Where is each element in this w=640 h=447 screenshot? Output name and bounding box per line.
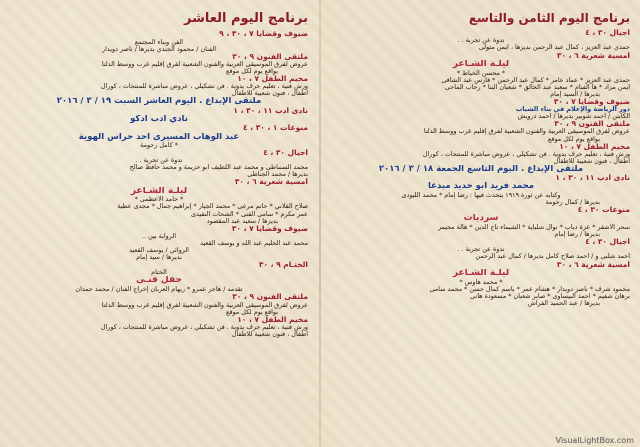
right-page-program xyxy=(332,29,630,307)
program-text: أحمد شلبى و / أحمد صلاح كامل بديرها / كمال عبد الرحمن xyxy=(475,253,630,261)
program-text: بواقع يوم لكل موقع xyxy=(226,308,278,316)
program-text: بواقع يوم لكل موقع xyxy=(548,135,600,143)
program-text: بديرها / عبد الحميد الفراش xyxy=(527,299,600,307)
section-heading: أمسية شعرية ٦ ، ٣٠ xyxy=(556,51,630,60)
left-page xyxy=(10,8,308,438)
program-text: أيمن مراد * ها الفنام * سعيد عبد الخالق * شعبان البنا * رحاب الماحى xyxy=(444,83,630,91)
section-heading: أجيال ٣٠ ، ٤ xyxy=(585,29,630,38)
highlight-heading: ملتقى الإبداع . اليوم العاشر السبت ١٩ / ٣ / ٢٠١٦ xyxy=(56,97,262,107)
program-text: عروض لفرق الموسيقى العربية والفنون الشعبية لفرق إقليم غرب ووسط الدلتا xyxy=(101,60,308,68)
program-text: بديرها / محمد الجناطى xyxy=(247,171,308,179)
program-text: بديرها / رضا إمام xyxy=(554,231,600,239)
section-heading: الختـام ٩ ، ٣٠ xyxy=(258,261,308,270)
event-title: ليلـة الشـاعر xyxy=(130,186,188,196)
program-text: * حامد الأعظمى * xyxy=(134,196,184,204)
program-text: تقدمه / هاجر عمرو * ريهام العربان إخراج الفنان / محمد حمدان xyxy=(75,286,243,294)
watermark-footer[interactable]: VisualLightBox.com xyxy=(555,436,634,445)
program-text: الفنان / محمود الجندي بديرها / ناصر دويدار xyxy=(102,45,216,53)
program-text: الختام xyxy=(151,269,167,277)
program-text: محمد عبد الحليم عبد الله و يوسف القعيد xyxy=(200,239,308,247)
program-text: ندوة عن تجربة . . xyxy=(135,157,183,165)
program-text: ورش فنية ، تعليم حرف يدوية . فن تشكيلي ، عروض مباشرة للمنتجات ، كورال xyxy=(422,150,630,158)
section-heading: مخيم الطفل ٧ ، ١٠ xyxy=(559,142,630,151)
highlight-heading: نادي أدب ادكو xyxy=(130,114,188,124)
program-text: دور الرياضة والإعلام في بناء الشباب xyxy=(515,106,630,114)
program-text: صلاح القلاني * حاتم مرعى * محمد الجيار * إبراهيم جمال * مجدى عطية xyxy=(117,203,308,211)
program-text: الرواية بين .. xyxy=(141,232,176,240)
program-text: الفن وبناء المجتمع xyxy=(134,38,184,46)
section-heading: أجيال ٣٠ ، ٤ xyxy=(585,238,630,247)
program-text: عمر مكرم * سامى القنى * الشحات النقيدى xyxy=(190,210,308,218)
section-heading: ضيوف وقضايا ٧ ، ٣٠ xyxy=(231,224,308,233)
program-text: ورش فنية ، تعليم حرف يدوية . فن تشكيلي ، عروض مباشرة للمنتجات ، كورال xyxy=(100,323,308,331)
program-text: * محمد هاوس * xyxy=(459,278,503,286)
highlight-heading: عبد الوهاب المسيرى أحد حراس الهوية xyxy=(78,132,240,142)
program-text: وكتابه عن ثورة ١٩١٩ يتحدث فيها : رضا إمام * محمد الليودى xyxy=(401,191,561,199)
section-heading: منوعات ١ ، ٣٠ ، ٤ xyxy=(243,124,308,133)
program-text: بديرها / كمال رحومة xyxy=(545,198,600,206)
program-text: أطفال ، فنون شعبية للأطفال xyxy=(553,157,630,165)
left-page-title: برنامج اليوم العاشر xyxy=(184,12,308,26)
program-text: بواقع يوم لكل موقع xyxy=(226,67,278,75)
section-heading: ملتقى الفنون ٩ ، ٣٠ xyxy=(232,52,308,61)
program-text: * محسن الخياط * xyxy=(456,69,506,77)
program-text: برهان شفيم * أحمد البيساوى * صابر شعبان * مسعودة هانى xyxy=(470,292,630,300)
program-text: بديرها / السيد إمام xyxy=(550,90,600,98)
right-page xyxy=(332,8,630,438)
program-text: ندوة عن تجربة . . xyxy=(457,37,505,45)
program-text: بديرها / سعيد عبد المقصود xyxy=(206,217,278,225)
event-title: سرديات xyxy=(463,214,499,224)
section-heading: منوعات ٣٠ ، ٤ xyxy=(577,205,630,214)
center-fold xyxy=(319,0,321,447)
section-heading: ضيوف وقضايا ٧ ، ٣٠ ، ٩ xyxy=(219,30,308,39)
section-heading: ملتقى الفنون ٩ ، ٣٠ xyxy=(554,120,630,129)
event-title: حفل فنـى xyxy=(136,276,182,286)
section-heading: أمسية شعرية ٦ ، ٣٠ xyxy=(234,178,308,187)
program-text: بديرها / سيد إمام xyxy=(136,254,182,262)
program-text: محمود شرف * ناصر دويدار * هشام عمر * باسم كمال حسن * محمد سامى xyxy=(429,285,630,293)
section-heading: مخيم الطفل ٧ ، ١٠ xyxy=(237,74,308,83)
section-heading: مخيم الطفل ٧ ، ١٠ xyxy=(237,315,308,324)
program-text: عروض لفرق الموسيقى العربية والفنون الشعبية لفرق إقليم غرب ووسط الدلتا xyxy=(101,301,308,309)
highlight-heading: ملتقى الإبداع . اليوم التاسع الجمعة ١٨ / ٣ / ٢٠١٦ xyxy=(378,164,584,174)
program-text: أطفال ، فنون شعبية للأطفال xyxy=(231,330,308,338)
program-text: * كامل رحومة xyxy=(140,141,178,149)
program-text: حمدي عبد العزيز ، كمال عبد الرحمن بديرها ، أيمن متولى xyxy=(478,44,630,52)
event-title: ليلـة الشـاعر xyxy=(452,268,510,278)
program-text: محمد السنباطى و محمد عبد اللطيف أبو حزيمة و محمد حافظ صالح xyxy=(129,164,308,172)
event-title: ليلـة الشـاعر xyxy=(452,59,510,69)
section-heading: نادى أدب ١١ ، ٣٠ ، ١ xyxy=(233,106,308,115)
highlight-heading: محمد فريد أبو حديد مبدعاً xyxy=(427,182,534,192)
program-text: أطفال ، فنون شعبية للأطفال xyxy=(231,90,308,98)
section-heading: نادى أدب ١١ ، ٣٠ ، ١ xyxy=(555,174,630,183)
program-text: ورش فنية ، تعليم حرف يدوية . فن تشكيلي ، عروض مباشرة للمنتجات ، كورال xyxy=(100,83,308,91)
program-text: حمدى عبد العزيز * عماد عامر * كمال عبد الرحمن * فارس عبد الشافى xyxy=(441,76,630,84)
left-page-program xyxy=(10,30,308,338)
section-heading: أمسية شعرية ٦ ، ٣٠ xyxy=(556,260,630,269)
program-text: عروض لفرق الموسيقى العربية والفنون الشعبية لفرق إقليم غرب ووسط الدلتا xyxy=(423,128,630,136)
program-text: ندوة عن تجربة . . xyxy=(457,246,505,254)
section-heading: ملتقى الفنون ٩ ، ٣٠ xyxy=(232,293,308,302)
program-text: الكابتن / أحمد شوبير بديرها / أحمد درويش xyxy=(517,113,630,121)
right-page-title: برنامج اليوم الثامن والتاسع xyxy=(468,12,630,25)
section-heading: ضيوف وقضايا ٧ ، ٣٠ xyxy=(553,97,630,106)
program-text: سحر الأشقر * عزة دياب * نوال شلباية * الشيماء تاج الدين * هالة محيمر xyxy=(437,224,630,232)
program-text: الروائي / يوسف القعيد xyxy=(129,246,189,254)
section-heading: أجيال ٣٠ ، ٤ xyxy=(263,148,308,157)
